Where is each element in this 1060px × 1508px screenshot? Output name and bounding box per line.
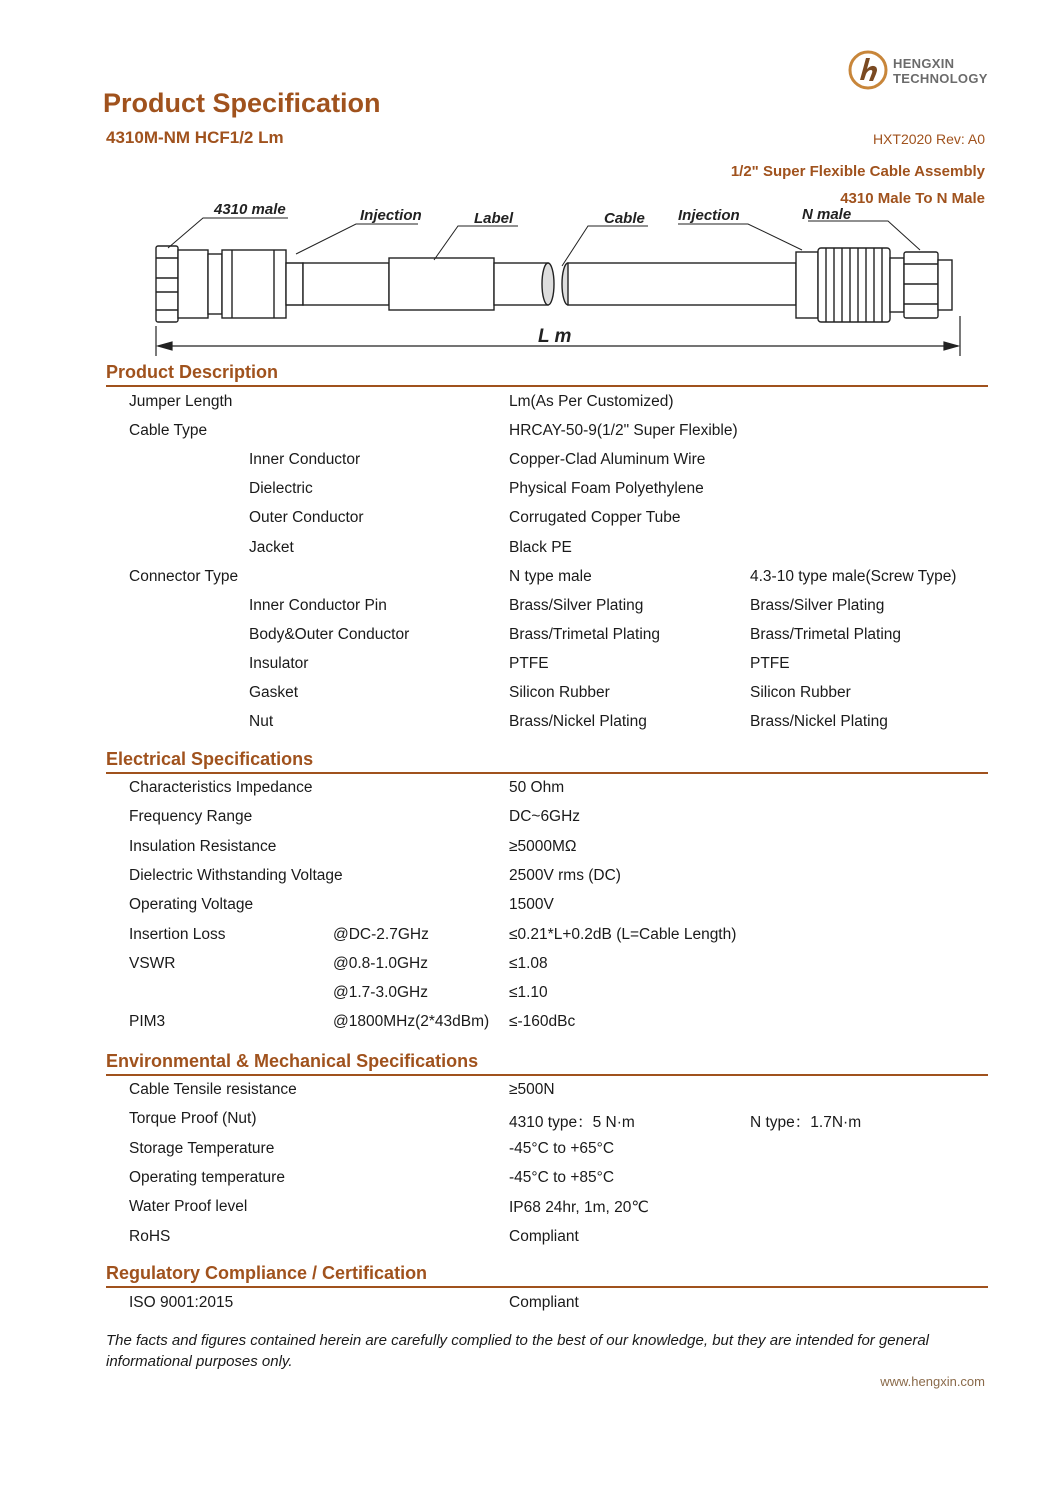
table-cell-c2: HRCAY-50-9(1/2" Super Flexible) xyxy=(509,422,738,440)
table-cell-c2: Brass/Nickel Plating xyxy=(509,713,647,731)
table-cell-c2: 50 Ohm xyxy=(509,779,565,796)
table-row xyxy=(0,1140,1060,1168)
table-cell-c1: Frequency Range xyxy=(129,808,253,826)
table-row xyxy=(0,509,1060,537)
table-cell-c1: Insertion Loss xyxy=(129,925,226,943)
table-cell-c1: Operating Voltage xyxy=(129,896,254,914)
table-cell-cm: @DC-2.7GHz xyxy=(333,925,429,943)
table-cell-c1: Gasket xyxy=(249,684,299,701)
label-injection-left: Injection xyxy=(360,207,422,224)
table-cell-c2: Corrugated Copper Tube xyxy=(509,509,681,527)
website-url: www.hengxin.com xyxy=(880,1374,985,1389)
product-description-line2: 4310 Male To N Male xyxy=(840,190,985,207)
table-cell-c2: N type male xyxy=(509,567,592,585)
section-title-electrical: Electrical Specifications xyxy=(106,749,988,774)
table-cell-c2: Brass/Trimetal Plating xyxy=(509,625,661,643)
page-title: Product Specification xyxy=(103,88,381,118)
table-cell-c3: N type：1.7N·m xyxy=(750,1114,862,1132)
table-row xyxy=(0,926,1060,954)
table-cell-c2: ≤-160dBc xyxy=(509,1013,576,1031)
table-cell-c1: PIM3 xyxy=(129,1013,166,1031)
table-cell-c2: IP68 24hr, 1m, 20℃ xyxy=(509,1199,649,1217)
table-cell-c2: Physical Foam Polyethylene xyxy=(509,480,704,498)
table-cell-c2: Lm(As Per Customized) xyxy=(509,393,674,410)
company-logo xyxy=(848,50,998,94)
section-title-product-description: Product Description xyxy=(106,362,988,387)
label-n-male: N male xyxy=(802,206,852,223)
table-cell-c2: ≤0.21*L+0.2dB (L=Cable Length) xyxy=(509,925,737,943)
table-cell-c1: Water Proof level xyxy=(129,1198,248,1216)
table-cell-c2: -45°C to +65°C xyxy=(509,1139,615,1157)
table-cell-c1: Dielectric xyxy=(249,480,313,498)
table-cell-c1: Dielectric Withstanding Voltage xyxy=(129,866,343,884)
table-cell-c2: ≤1.08 xyxy=(509,954,548,972)
table-cell-c2: Compliant xyxy=(509,1294,579,1311)
table-cell-c1: Insulation Resistance xyxy=(129,837,277,855)
table-row xyxy=(0,451,1060,479)
table-row xyxy=(0,655,1060,683)
table-row xyxy=(0,1081,1060,1109)
table-row xyxy=(0,1198,1060,1226)
table-cell-c1: Storage Temperature xyxy=(129,1139,275,1157)
logo-mark-icon xyxy=(848,50,888,90)
table-cell-c3: Brass/Trimetal Plating xyxy=(750,625,902,643)
table-cell-c2: Black PE xyxy=(509,538,572,556)
table-cell-c2: ≥500N xyxy=(509,1081,555,1098)
table-cell-c3: PTFE xyxy=(750,654,790,672)
table-cell-c1: Body&Outer Conductor xyxy=(249,625,410,643)
logo-text-line2: TECHNOLOGY xyxy=(893,71,988,86)
cable-assembly-drawing xyxy=(148,196,968,361)
table-cell-c1: Cable Type xyxy=(129,422,208,440)
document-revision: HXT2020 Rev: A0 xyxy=(872,131,985,147)
table-row xyxy=(0,867,1060,895)
table-cell-c1: Inner Conductor Pin xyxy=(249,596,387,614)
table-cell-c3: Brass/Silver Plating xyxy=(750,596,885,614)
table-cell-c1: ISO 9001:2015 xyxy=(129,1294,234,1311)
table-row xyxy=(0,1169,1060,1197)
table-row xyxy=(0,808,1060,836)
table-cell-cm: @0.8-1.0GHz xyxy=(333,954,428,972)
table-cell-c3: 4.3-10 type male(Screw Type) xyxy=(750,567,957,585)
table-row xyxy=(0,393,1060,421)
table-row xyxy=(0,1228,1060,1256)
table-cell-cm: @1800MHz(2*43dBm) xyxy=(333,1013,490,1031)
table-cell-c2: Brass/Silver Plating xyxy=(509,596,644,614)
label-injection-right: Injection xyxy=(678,207,740,224)
table-row xyxy=(0,568,1060,596)
table-row xyxy=(0,838,1060,866)
table-row xyxy=(0,1294,1060,1322)
logo-text-line1: HENGXIN xyxy=(893,56,955,71)
label-4310-male: 4310 male xyxy=(214,201,286,218)
table-cell-c2: DC~6GHz xyxy=(509,808,581,826)
table-cell-c1: Jacket xyxy=(249,538,294,556)
table-cell-c1: Characteristics Impedance xyxy=(129,779,313,796)
table-cell-c2: Compliant xyxy=(509,1227,579,1245)
section-title-regulatory: Regulatory Compliance / Certification xyxy=(106,1263,988,1288)
table-cell-cm: @1.7-3.0GHz xyxy=(333,984,428,1002)
table-cell-c1: Nut xyxy=(249,713,274,731)
table-row xyxy=(0,1110,1060,1138)
table-cell-c1: Outer Conductor xyxy=(249,509,364,527)
product-model: 4310M-NM HCF1/2 Lm xyxy=(106,128,284,147)
table-row xyxy=(0,597,1060,625)
table-cell-c2: PTFE xyxy=(509,654,549,672)
label-cable: Cable xyxy=(604,210,645,227)
table-row xyxy=(0,539,1060,567)
table-row xyxy=(0,1013,1060,1041)
table-cell-c1: Cable Tensile resistance xyxy=(129,1081,297,1098)
table-row xyxy=(0,896,1060,924)
label-length: L m xyxy=(538,326,572,347)
section-title-environmental: Environmental & Mechanical Specifications xyxy=(106,1051,988,1076)
label-label: Label xyxy=(474,210,514,227)
table-row xyxy=(0,684,1060,712)
disclaimer-text: The facts and figures contained herein are carefully complied to the best of our knowledge, but they are intended for general informational purposes only. xyxy=(106,1332,930,1370)
table-cell-c2: 2500V rms (DC) xyxy=(509,866,621,884)
table-cell-c3: Silicon Rubber xyxy=(750,684,851,701)
table-row xyxy=(0,480,1060,508)
table-cell-c1: Jumper Length xyxy=(129,393,233,410)
table-cell-c2: ≤1.10 xyxy=(509,984,548,1002)
table-cell-c1: Operating temperature xyxy=(129,1168,285,1186)
table-cell-c2: ≥5000MΩ xyxy=(509,837,577,855)
table-row xyxy=(0,713,1060,741)
table-row xyxy=(0,626,1060,654)
product-description-line1: 1/2" Super Flexible Cable Assembly xyxy=(730,163,985,180)
table-cell-c2: Silicon Rubber xyxy=(509,684,610,701)
table-cell-c1: RoHS xyxy=(129,1227,171,1245)
table-cell-c1: VSWR xyxy=(129,954,176,972)
table-cell-c2: Copper-Clad Aluminum Wire xyxy=(509,451,706,469)
table-row xyxy=(0,984,1060,1012)
table-cell-c2: 4310 type：5 N·m xyxy=(509,1114,635,1132)
table-cell-c2: -45°C to +85°C xyxy=(509,1168,615,1186)
table-row xyxy=(0,955,1060,983)
table-cell-c2: 1500V xyxy=(509,896,554,914)
table-cell-c3: Brass/Nickel Plating xyxy=(750,713,888,731)
table-cell-c1: Inner Conductor xyxy=(249,451,361,469)
table-cell-c1: Insulator xyxy=(249,654,309,672)
table-row xyxy=(0,422,1060,450)
table-row xyxy=(0,779,1060,807)
table-cell-c1: Connector Type xyxy=(129,567,239,585)
table-cell-c1: Torque Proof (Nut) xyxy=(129,1110,257,1128)
